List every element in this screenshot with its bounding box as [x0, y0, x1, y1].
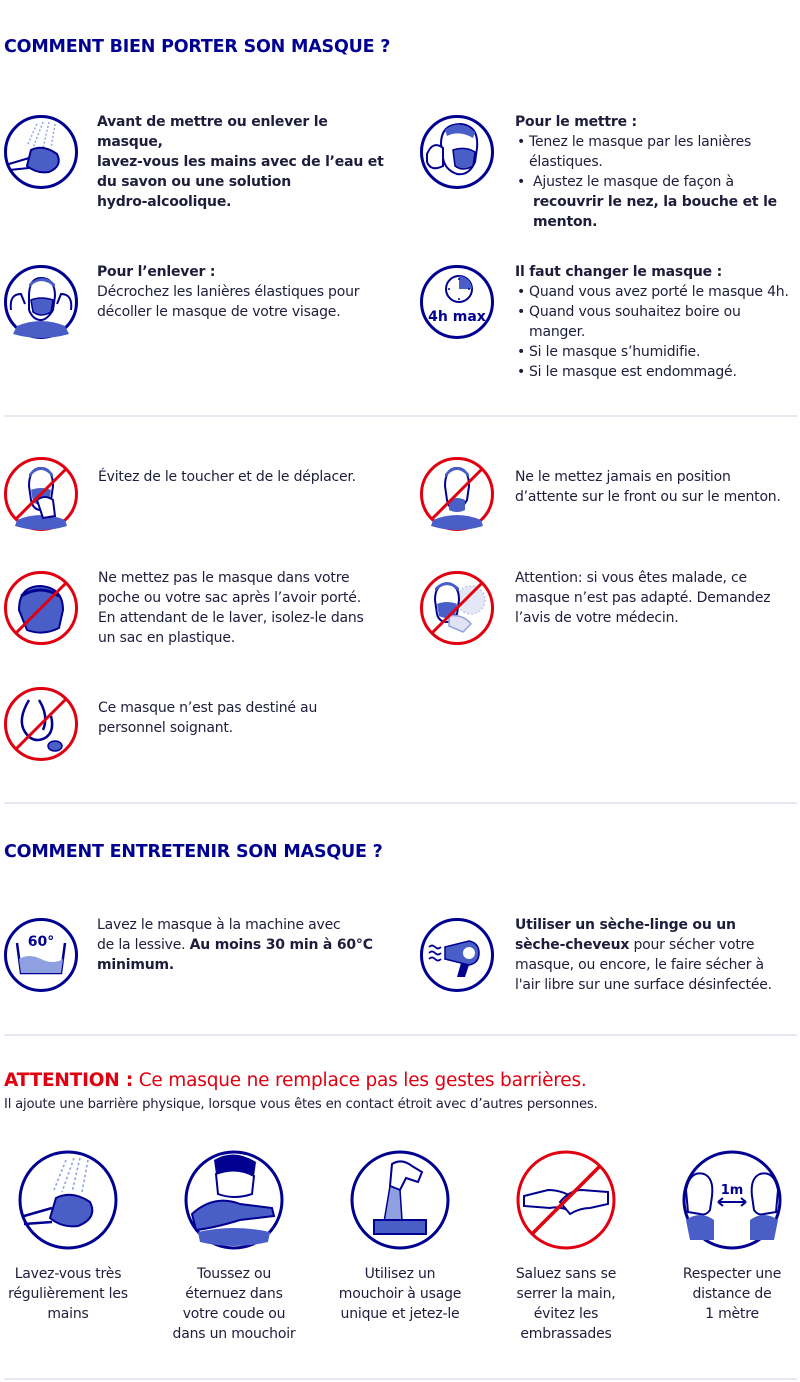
- sick-icon: [419, 570, 495, 646]
- remove-text: Pour l’enlever : Décrochez les lanières élastiques pour décoller le masque de votre visage.: [97, 264, 360, 320]
- barrier-caption: Respecter une distance de 1 mètre: [682, 1266, 782, 1322]
- barrier-caption: Lavez-vous très régulièrement les mains: [8, 1266, 128, 1322]
- barrier-no-handshake: [486, 1150, 646, 1344]
- sick-text: Attention: si vous êtes malade, ce masque n’est pas adapté. Demandez l’avis de votre médecin.: [515, 570, 771, 626]
- put-on-mask-icon: [419, 114, 495, 190]
- change-text: Il faut changer le masque : • Quand vous avez porté le masque 4h. • Quand vous souhaitez boire ou manger. • Si le masque s’humidifie. • Si le masque est endommagé.: [515, 262, 800, 382]
- barrier-cough-elbow: [154, 1150, 314, 1344]
- stethoscope-icon: [3, 686, 79, 762]
- section-title-maintain: COMMENT ENTRETENIR SON MASQUE ?: [4, 842, 383, 862]
- barrier-caption: Utilisez un mouchoir à usage unique et jetez-le: [338, 1266, 462, 1322]
- wash-60-icon: [3, 917, 79, 993]
- remove-mask-icon: [3, 264, 79, 340]
- divider: [4, 415, 797, 417]
- machine-wash-text: Lavez le masque à la machine avec de la lessive. Au moins 30 min à 60°C minimum.: [97, 917, 373, 973]
- divider: [4, 1378, 797, 1380]
- no-pocket-text: Ne mettez pas le masque dans votre poche ou votre sac après l’avoir porté. En attendant de le laver, isolez-le dans un sac en plastique.: [98, 570, 364, 646]
- not-medical-text: Ce masque n’est pas destiné au personnel soignant.: [98, 700, 318, 736]
- attention-subtext: Il ajoute une barrière physique, lorsque vous êtes en contact étroit avec d’autres personnes.: [4, 1097, 598, 1112]
- divider: [4, 802, 797, 804]
- put-on-text: Pour le mettre : • Tenez le masque par les lanières élastiques. • Ajustez le masque de façon à recouvrir le nez, la bouche et le menton.: [515, 112, 800, 232]
- hair-dryer-icon: [419, 917, 495, 993]
- no-handshake-icon: [516, 1150, 616, 1250]
- barrier-tissue: [320, 1150, 480, 1324]
- no-touch-text: Évitez de le toucher et de le déplacer.: [98, 469, 356, 485]
- no-touch-icon: [3, 456, 79, 532]
- barrier-wash-hands: [0, 1150, 148, 1324]
- attention-heading: ATTENTION : Ce masque ne remplace pas les gestes barrières.: [4, 1070, 587, 1091]
- hand-wash-icon: [3, 114, 79, 190]
- wash-hands-text: Avant de mettre ou enlever le masque, lavez-vous les mains avec de l’eau et du savon ou une solution hydro-alcoolique.: [97, 114, 384, 210]
- section-title-wear: COMMENT BIEN PORTER SON MASQUE ?: [4, 37, 391, 57]
- hand-wash-icon: [18, 1150, 118, 1250]
- timer-label: 4h max: [428, 309, 486, 325]
- tissue-box-icon: [350, 1150, 450, 1250]
- divider: [4, 1034, 797, 1036]
- distance-icon: [682, 1150, 782, 1250]
- wash-60-label: 60°: [27, 934, 55, 950]
- barrier-distance: [652, 1150, 800, 1324]
- barrier-caption: Toussez ou éternuez dans votre coude ou dans un mouchoir: [172, 1266, 296, 1342]
- cough-elbow-icon: [184, 1150, 284, 1250]
- no-pocket-icon: [3, 570, 79, 646]
- no-chin-position-text: Ne le mettez jamais en position d’attente sur le front ou sur le menton.: [515, 469, 781, 505]
- barrier-caption: Saluez sans se serrer la main, évitez les embrassades: [515, 1266, 617, 1342]
- distance-label: 1m: [720, 1183, 744, 1198]
- no-chin-position-icon: [419, 456, 495, 532]
- timer-icon: [419, 264, 495, 340]
- dryer-text: Utiliser un sèche-linge ou un sèche-cheveux pour sécher votre masque, ou encore, le faire sécher à l'air libre sur une surface désinfectée.: [515, 917, 772, 993]
